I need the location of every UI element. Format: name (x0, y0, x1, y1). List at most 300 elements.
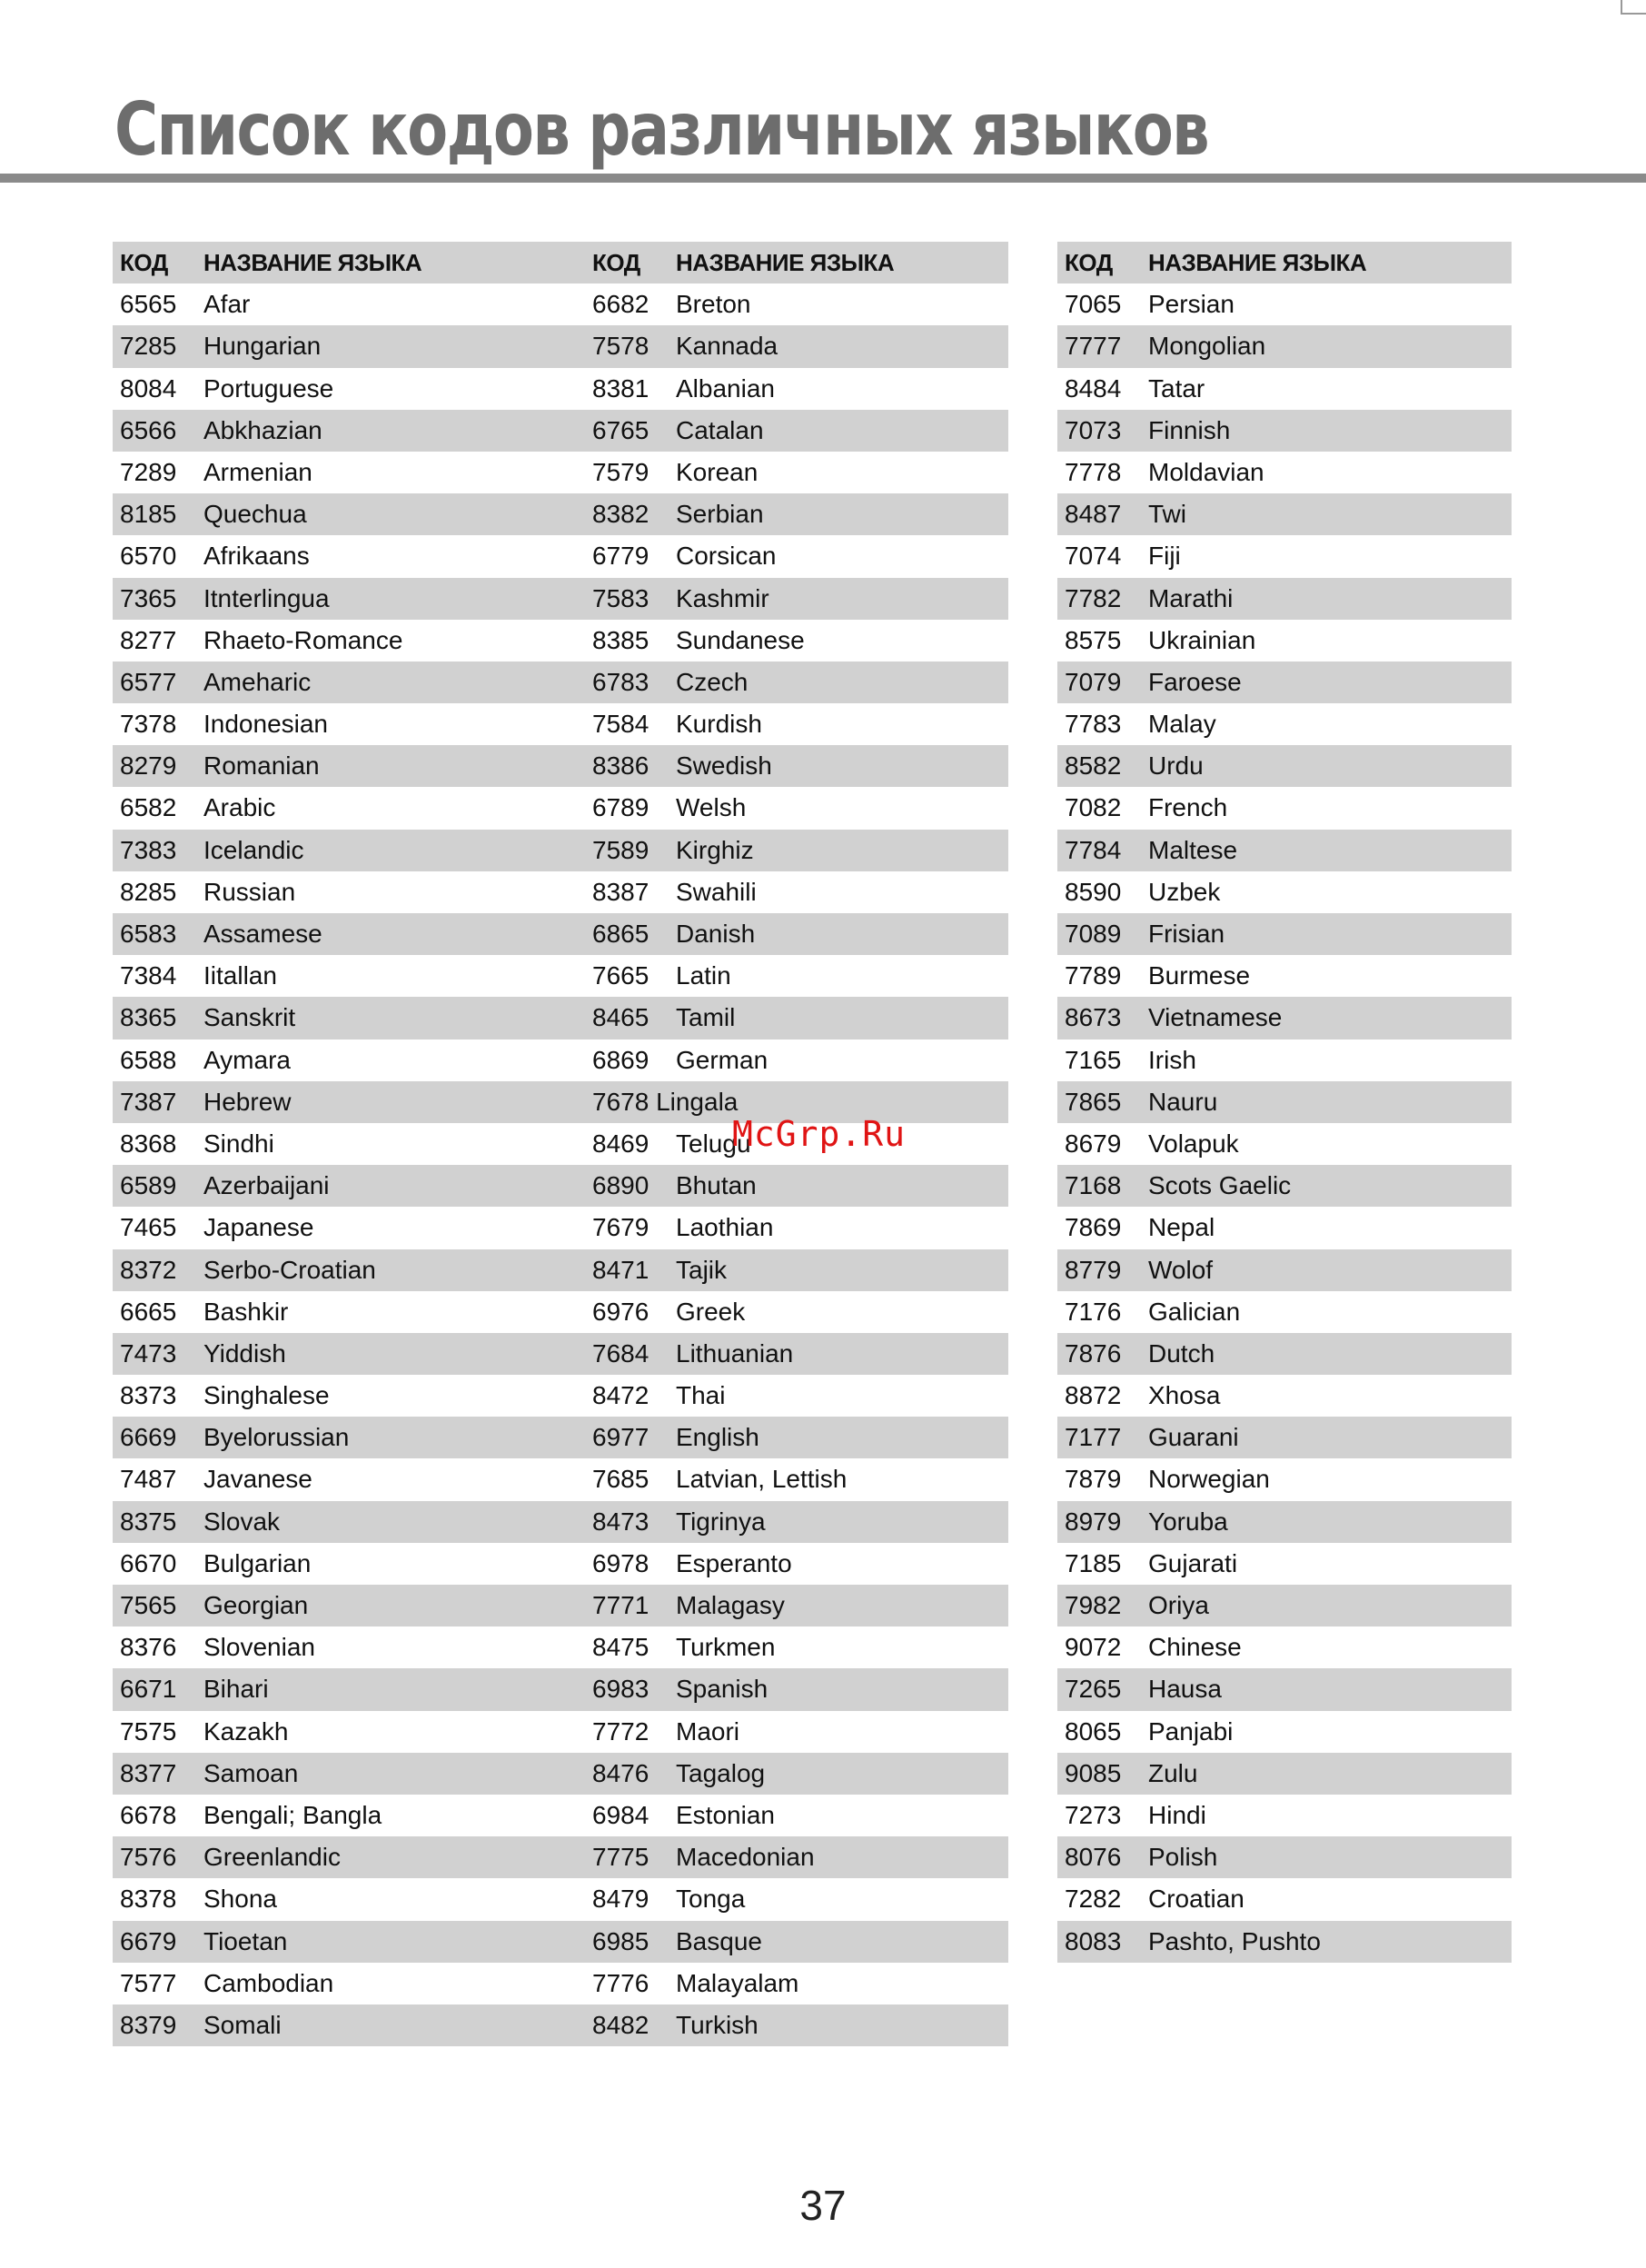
language-code: 7865 (1065, 1087, 1122, 1116)
language-name: Vietnamese (1148, 1003, 1283, 1032)
language-row (1057, 1501, 1512, 1543)
language-name: Telugu (676, 1129, 751, 1158)
language-row (585, 745, 1008, 787)
language-name: Tatar (1148, 373, 1205, 403)
language-row (585, 1417, 1008, 1458)
language-name: Breton (676, 290, 751, 319)
language-code: 7378 (120, 710, 177, 739)
language-name: Marathi (1148, 583, 1234, 612)
language-code: 6765 (592, 415, 649, 444)
language-code: 6665 (120, 1297, 177, 1326)
language-code: 6779 (592, 542, 649, 571)
language-row (585, 1836, 1008, 1878)
language-code: 6566 (120, 415, 177, 444)
language-name: Croatian (1148, 1885, 1244, 1914)
language-row (1057, 1207, 1512, 1248)
language-code: 7879 (1065, 1465, 1122, 1494)
language-code: 6890 (592, 1171, 649, 1200)
language-row (585, 1249, 1008, 1291)
language-name: Corsican (676, 542, 777, 571)
language-code: 6671 (120, 1675, 177, 1704)
language-code: 7289 (120, 457, 177, 486)
language-row (585, 1711, 1008, 1753)
language-name: Slovak (203, 1507, 281, 1536)
language-code: 8487 (1065, 500, 1122, 529)
language-code: 6679 (120, 1926, 177, 1955)
language-code: 7665 (592, 961, 649, 990)
language-code: 8465 (592, 1003, 649, 1032)
language-code: 8872 (1065, 1381, 1122, 1410)
language-code: 8083 (1065, 1926, 1122, 1955)
language-code: 6570 (120, 542, 177, 571)
language-name: Volapuk (1148, 1129, 1239, 1158)
language-code: 7089 (1065, 920, 1122, 948)
language-row (585, 1207, 1008, 1248)
language-name: Urdu (1148, 751, 1204, 781)
language-name: Kannada (676, 332, 778, 361)
language-code: 7584 (592, 710, 649, 739)
language-name: Laothian (676, 1213, 774, 1242)
language-code: 8377 (120, 1758, 177, 1787)
language-name: 7678 Lingala (592, 1087, 739, 1116)
language-name: Aymara (203, 1045, 291, 1074)
language-code: 6976 (592, 1297, 649, 1326)
language-name: Dutch (1148, 1338, 1215, 1368)
language-name: Kurdish (676, 710, 762, 739)
language-row (1057, 620, 1512, 662)
language-code: 8065 (1065, 1716, 1122, 1746)
language-code: 7776 (592, 1968, 649, 1997)
language-code: 7384 (120, 961, 177, 990)
language-row (1057, 1878, 1512, 1920)
language-name: Swedish (676, 751, 772, 781)
language-name: Javanese (203, 1465, 312, 1494)
language-code: 7465 (120, 1213, 177, 1242)
language-column-3 (1057, 242, 1512, 1963)
language-row (1057, 452, 1512, 493)
language-name: Japanese (203, 1213, 314, 1242)
language-row (585, 1626, 1008, 1668)
language-name: Byelorussian (203, 1423, 350, 1452)
language-code: 8375 (120, 1507, 177, 1536)
language-row (585, 913, 1008, 955)
language-code: 8484 (1065, 373, 1122, 403)
language-name: Catalan (676, 415, 764, 444)
language-code: 8382 (592, 500, 649, 529)
corner-crop-mark (1621, 0, 1646, 15)
language-row (1057, 997, 1512, 1039)
page-title: Список кодов различных языков (114, 87, 1209, 172)
language-code: 6670 (120, 1548, 177, 1577)
language-code: 7778 (1065, 457, 1122, 486)
language-code: 8372 (120, 1255, 177, 1284)
language-code: 8277 (120, 625, 177, 654)
language-row (1057, 535, 1512, 577)
language-row (585, 1458, 1008, 1500)
language-name: Sundanese (676, 625, 805, 654)
language-row (585, 1375, 1008, 1417)
language-code: 7679 (592, 1213, 649, 1242)
language-name: Assamese (203, 920, 322, 948)
language-name: Serbo-Croatian (203, 1255, 376, 1284)
language-name: Albanian (676, 373, 775, 403)
language-rows (585, 284, 1008, 2046)
language-name: Afrikaans (203, 542, 310, 571)
language-code: 8575 (1065, 625, 1122, 654)
language-row (585, 703, 1008, 745)
language-name: Samoan (203, 1758, 299, 1787)
language-name: Korean (676, 457, 759, 486)
language-name: Esperanto (676, 1548, 792, 1577)
language-code: 7576 (120, 1843, 177, 1872)
language-name: Sanskrit (203, 1003, 296, 1032)
language-name: Cambodian (203, 1968, 334, 1997)
language-code: 7772 (592, 1716, 649, 1746)
language-row (585, 1878, 1008, 1920)
language-row (1057, 1585, 1512, 1626)
language-name: Chinese (1148, 1633, 1242, 1662)
language-name: Welsh (676, 793, 747, 822)
language-name: Hebrew (203, 1087, 292, 1116)
language-code: 7074 (1065, 542, 1122, 571)
language-row (585, 620, 1008, 662)
language-name: Burmese (1148, 961, 1251, 990)
language-name: Lithuanian (676, 1338, 794, 1368)
language-row (585, 1040, 1008, 1081)
language-row (1057, 1123, 1512, 1165)
language-code: 7869 (1065, 1213, 1122, 1242)
language-row (585, 787, 1008, 829)
language-code: 6565 (120, 290, 177, 319)
language-code: 8373 (120, 1381, 177, 1410)
language-row (585, 955, 1008, 997)
language-name: Tioetan (203, 1926, 288, 1955)
language-name: Gujarati (1148, 1548, 1238, 1577)
language-row (585, 871, 1008, 913)
language-name: Czech (676, 667, 749, 696)
language-code: 7579 (592, 457, 649, 486)
language-name: Malagasy (676, 1591, 785, 1619)
language-row (1057, 1543, 1512, 1585)
language-code: 7982 (1065, 1591, 1122, 1619)
language-row (1057, 1040, 1512, 1081)
language-name: Polish (1148, 1843, 1218, 1872)
language-name: Georgian (203, 1591, 309, 1619)
language-name: Turkish (676, 2010, 759, 2039)
language-name: Somali (203, 2010, 282, 2039)
language-name: Itnterlingua (203, 583, 330, 612)
header-name: НАЗВАНИЕ ЯЗЫКА (676, 249, 895, 276)
language-code: 7784 (1065, 835, 1122, 864)
language-name: Nepal (1148, 1213, 1215, 1242)
language-code: 6783 (592, 667, 649, 696)
language-code: 7065 (1065, 290, 1122, 319)
language-row (585, 1795, 1008, 1836)
language-code: 8376 (120, 1633, 177, 1662)
language-code: 7079 (1065, 667, 1122, 696)
language-name: French (1148, 793, 1228, 822)
language-code: 6869 (592, 1045, 649, 1074)
language-code: 8779 (1065, 1255, 1122, 1284)
language-code: 8084 (120, 373, 177, 403)
language-name: Maltese (1148, 835, 1238, 864)
language-name: Malayalam (676, 1968, 799, 1997)
header-name: НАЗВАНИЕ ЯЗЫКА (203, 249, 422, 276)
language-name: Finnish (1148, 415, 1231, 444)
language-code: 8381 (592, 373, 649, 403)
language-row (585, 452, 1008, 493)
language-name: Oriya (1148, 1591, 1209, 1619)
language-code: 7383 (120, 835, 177, 864)
language-row (585, 284, 1008, 325)
language-name: Persian (1148, 290, 1234, 319)
language-row (1057, 578, 1512, 620)
language-name: Armenian (203, 457, 312, 486)
language-name: Malay (1148, 710, 1216, 739)
language-row (1057, 1711, 1512, 1753)
language-row (1057, 1753, 1512, 1795)
language-name: Abkhazian (203, 415, 322, 444)
language-code: 7577 (120, 1968, 177, 1997)
page-number: 37 (799, 2182, 847, 2229)
language-code: 6984 (592, 1800, 649, 1829)
language-code: 7589 (592, 835, 649, 864)
language-code: 6983 (592, 1675, 649, 1704)
language-code: 8582 (1065, 751, 1122, 781)
language-name: Spanish (676, 1675, 768, 1704)
language-row (1057, 1375, 1512, 1417)
language-code: 6682 (592, 290, 649, 319)
language-row (585, 662, 1008, 703)
language-row (585, 2004, 1008, 2046)
language-name: Shona (203, 1885, 277, 1914)
language-code: 7177 (1065, 1423, 1122, 1452)
language-name: Uzbek (1148, 877, 1221, 906)
language-name: Panjabi (1148, 1716, 1234, 1746)
language-name: Ameharic (203, 667, 312, 696)
language-row (1057, 1291, 1512, 1333)
language-name: Irish (1148, 1045, 1196, 1074)
language-code: 7777 (1065, 332, 1122, 361)
language-code: 6589 (120, 1171, 177, 1200)
language-code: 7168 (1065, 1171, 1122, 1200)
language-code: 9072 (1065, 1633, 1122, 1662)
language-code: 7684 (592, 1338, 649, 1368)
language-code: 6789 (592, 793, 649, 822)
language-code: 6978 (592, 1548, 649, 1577)
language-row (585, 578, 1008, 620)
language-row (1057, 325, 1512, 367)
column-header (1057, 242, 1512, 284)
language-code: 8387 (592, 877, 649, 906)
language-name: Bhutan (676, 1171, 757, 1200)
language-row (585, 997, 1008, 1039)
language-name: Guarani (1148, 1423, 1239, 1452)
language-code: 8385 (592, 625, 649, 654)
language-name: Indonesian (203, 710, 329, 739)
language-name: Fiji (1148, 542, 1181, 571)
header-code: КОД (1065, 249, 1113, 276)
language-row (1057, 1249, 1512, 1291)
language-name: Kirghiz (676, 835, 754, 864)
language-name: Macedonian (676, 1843, 815, 1872)
language-row (1057, 493, 1512, 535)
language-code: 7282 (1065, 1885, 1122, 1914)
language-name: Singhalese (203, 1381, 330, 1410)
language-row (585, 410, 1008, 452)
language-row (1057, 1081, 1512, 1123)
language-name: Afar (203, 290, 251, 319)
language-name: Portuguese (203, 373, 334, 403)
language-name: Tamil (676, 1003, 736, 1032)
language-code: 7575 (120, 1716, 177, 1746)
language-code: 7782 (1065, 583, 1122, 612)
language-name: Latin (676, 961, 731, 990)
language-name: Hindi (1148, 1800, 1206, 1829)
language-name: Yoruba (1148, 1507, 1228, 1536)
language-name: Icelandic (203, 835, 304, 864)
language-row (585, 368, 1008, 410)
language-row (1057, 1836, 1512, 1878)
language-name: Kashmir (676, 583, 769, 612)
language-row (1057, 871, 1512, 913)
language-code: 7685 (592, 1465, 649, 1494)
language-code: 7176 (1065, 1297, 1122, 1326)
language-code: 8979 (1065, 1507, 1122, 1536)
language-row (1057, 1626, 1512, 1668)
language-name: Bulgarian (203, 1548, 312, 1577)
language-code: 8378 (120, 1885, 177, 1914)
language-row (1057, 913, 1512, 955)
language-name: German (676, 1045, 768, 1074)
language-row (1057, 1333, 1512, 1375)
language-code: 7185 (1065, 1548, 1122, 1577)
language-name: Tajik (676, 1255, 728, 1284)
language-code: 6669 (120, 1423, 177, 1452)
language-code: 8379 (120, 2010, 177, 2039)
language-code: 7771 (592, 1591, 649, 1619)
language-row (1057, 1921, 1512, 1963)
language-name: Faroese (1148, 667, 1242, 696)
language-row (585, 1585, 1008, 1626)
language-row (585, 1753, 1008, 1795)
language-code: 7565 (120, 1591, 177, 1619)
language-name: Nauru (1148, 1087, 1218, 1116)
language-row (585, 325, 1008, 367)
language-code: 8475 (592, 1633, 649, 1662)
language-name: Bihari (203, 1675, 269, 1704)
language-code: 8482 (592, 2010, 649, 2039)
language-name: Quechua (203, 500, 307, 529)
language-code: 6678 (120, 1800, 177, 1829)
language-code: 7365 (120, 583, 177, 612)
language-code: 8368 (120, 1129, 177, 1158)
language-name: Sindhi (203, 1129, 274, 1158)
language-name: Twi (1148, 500, 1186, 529)
language-code: 7285 (120, 332, 177, 361)
language-row (585, 1543, 1008, 1585)
language-name: Tigrinya (676, 1507, 766, 1536)
language-row (585, 1921, 1008, 1963)
language-name: Tagalog (676, 1758, 766, 1787)
language-code: 6865 (592, 920, 649, 948)
title-underline (0, 174, 1646, 183)
language-row (1057, 1165, 1512, 1207)
language-code: 8185 (120, 500, 177, 529)
language-row (1057, 955, 1512, 997)
language-code: 8279 (120, 751, 177, 781)
language-name: Latvian, Lettish (676, 1465, 848, 1494)
language-name: Greek (676, 1297, 746, 1326)
language-name: Pashto, Pushto (1148, 1926, 1321, 1955)
language-code: 6985 (592, 1926, 649, 1955)
language-name: Norwegian (1148, 1465, 1270, 1494)
language-row (1057, 787, 1512, 829)
language-code: 6588 (120, 1045, 177, 1074)
language-name: Arabic (203, 793, 276, 822)
language-name: Greenlandic (203, 1843, 341, 1872)
header-name: НАЗВАНИЕ ЯЗЫКА (1148, 249, 1367, 276)
language-name: Estonian (676, 1800, 775, 1829)
language-code: 7775 (592, 1843, 649, 1872)
language-name: Xhosa (1148, 1381, 1221, 1410)
language-code: 7789 (1065, 961, 1122, 990)
language-name: Hungarian (203, 332, 322, 361)
language-name: Basque (676, 1926, 762, 1955)
language-name: Turkmen (676, 1633, 776, 1662)
language-name: Thai (676, 1381, 726, 1410)
language-code: 7578 (592, 332, 649, 361)
language-code: 7876 (1065, 1338, 1122, 1368)
language-name: Danish (676, 920, 756, 948)
language-row (585, 1165, 1008, 1207)
language-name: Swahili (676, 877, 757, 906)
language-code: 8076 (1065, 1843, 1122, 1872)
language-code: 8679 (1065, 1129, 1122, 1158)
language-name: Moldavian (1148, 457, 1264, 486)
language-code: 7487 (120, 1465, 177, 1494)
language-row (1057, 1417, 1512, 1458)
language-row (585, 1333, 1008, 1375)
language-name: Bengali; Bangla (203, 1800, 382, 1829)
language-row (585, 535, 1008, 577)
watermark-text: McGrp.Ru (732, 1114, 907, 1154)
language-code: 8285 (120, 877, 177, 906)
language-row (1057, 1458, 1512, 1500)
language-name: Russian (203, 877, 296, 906)
language-code: 7165 (1065, 1045, 1122, 1074)
column-header (585, 242, 1008, 284)
language-name: Bashkir (203, 1297, 289, 1326)
language-name: Slovenian (203, 1633, 315, 1662)
language-code: 8590 (1065, 877, 1122, 906)
language-name: Rhaeto-Romance (203, 625, 403, 654)
language-name: Mongolian (1148, 332, 1266, 361)
language-name: Frisian (1148, 920, 1225, 948)
language-code: 8365 (120, 1003, 177, 1032)
language-code: 8471 (592, 1255, 649, 1284)
language-code: 7783 (1065, 710, 1122, 739)
language-name: Serbian (676, 500, 764, 529)
language-name: English (676, 1423, 759, 1452)
language-code: 9085 (1065, 1758, 1122, 1787)
language-row (1057, 368, 1512, 410)
language-name: Tonga (676, 1885, 746, 1914)
language-name: Yiddish (203, 1338, 286, 1368)
language-code: 8386 (592, 751, 649, 781)
language-row (585, 493, 1008, 535)
language-name: Ukrainian (1148, 625, 1256, 654)
